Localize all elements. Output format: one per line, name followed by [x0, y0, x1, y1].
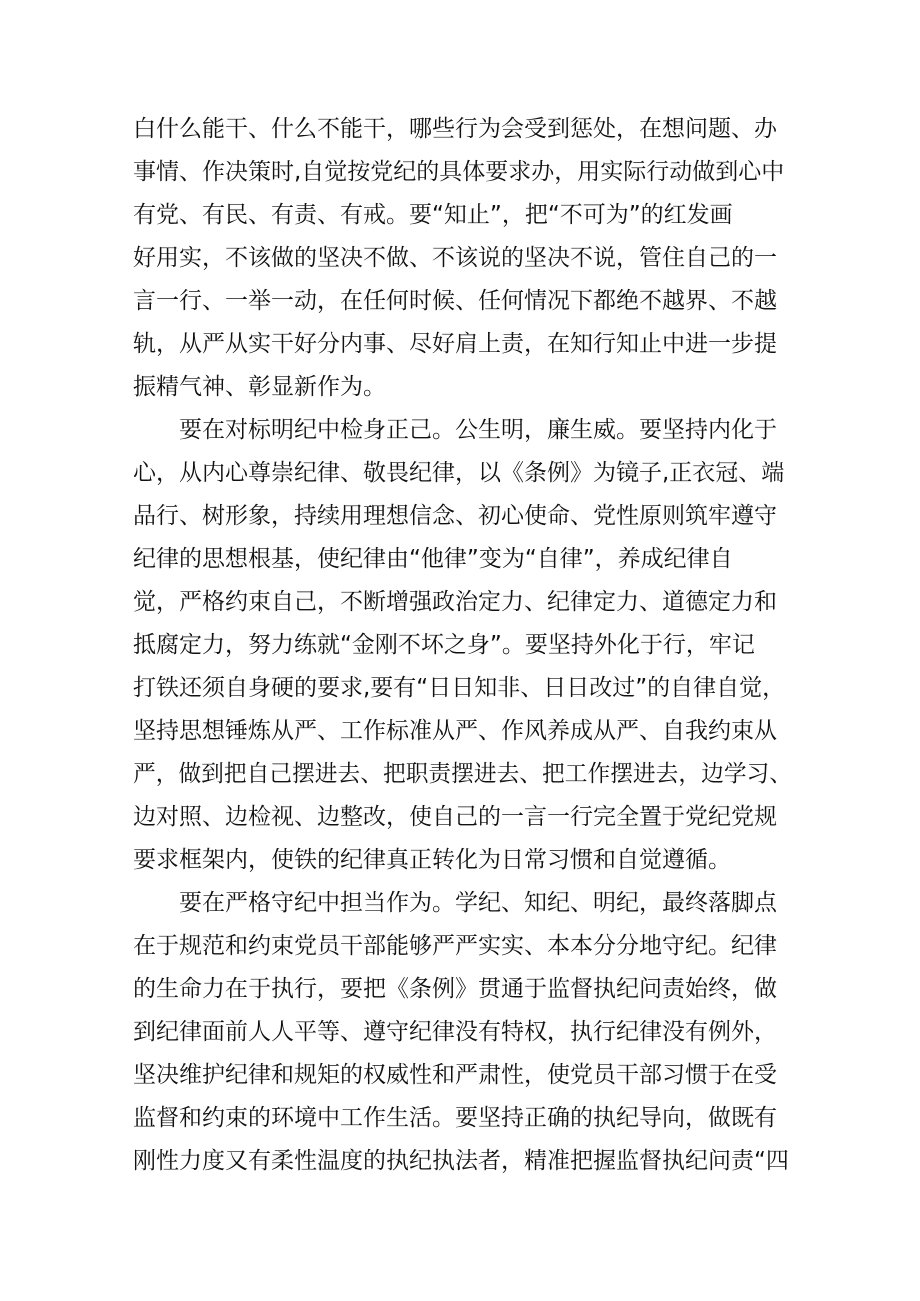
text-line: [0, 1098, 920, 1138]
line-text: 事情、作决策时,自觉按党纪的具体要求办，用实际行动做到心中: [133, 159, 785, 185]
text-line: [0, 324, 920, 364]
paragraph-start-text: 要在对标明纪中检身正己。公生明，廉生威。要坚持内化于: [179, 417, 777, 443]
line-text: 抵腐定力，努力练就“金刚不坏之身”。要坚持外化于行，牢记: [133, 632, 755, 658]
text-line: [0, 1012, 920, 1052]
line-text: 言一行、一举一动，在任何时候、任何情况下都绝不越界、不越: [133, 288, 777, 314]
line-text: 严，做到把自己摆进去、把职责摆进去、把工作摆进去，边学习、: [133, 761, 792, 787]
line-text: 好用实，不该做的坚决不做、不该说的坚决不说，管住自己的一: [133, 245, 777, 271]
text-line: [0, 840, 920, 880]
text-line: [0, 668, 920, 708]
text-line: [0, 367, 920, 407]
line-text: 振精气神、彰显新作为。: [133, 374, 386, 400]
line-text: 坚持思想锤炼从严、工作标准从严、作风养成从严、自我约束从: [133, 718, 777, 744]
line-text: 监督和约束的环境中工作生活。要坚持正确的执纪导向，做既有: [133, 1105, 777, 1131]
text-line: [0, 797, 920, 837]
text-line: [0, 496, 920, 536]
paragraph-start-text: 要在严格守纪中担当作为。学纪、知纪、明纪，最终落脚点: [179, 890, 777, 916]
line-text: 轨，从严从实干好分内事、尽好肩上责，在知行知止中进一步提: [133, 331, 777, 357]
text-line: [0, 453, 920, 493]
text-line: [0, 754, 920, 794]
line-text: 边对照、边检视、边整改，使自己的一言一行完全置于党纪党规: [133, 804, 777, 830]
line-text: 觉，严格约束自己，不断增强政治定力、纪律定力、道德定力和: [133, 589, 777, 615]
text-line: [0, 625, 920, 665]
line-text: 白什么能干、什么不能干，哪些行为会受到惩处，在想问题、办: [133, 116, 777, 142]
line-text: 要求框架内，使铁的纪律真正转化为日常习惯和自觉遵循。: [133, 847, 731, 873]
text-line: [0, 969, 920, 1009]
text-line: [0, 1055, 920, 1095]
text-line: [0, 539, 920, 579]
line-text: 刚性力度又有柔性温度的执纪执法者，精准把握监督执纪问责“四: [133, 1148, 789, 1174]
text-line: [0, 109, 920, 149]
text-line: [0, 926, 920, 966]
text-line: [0, 152, 920, 192]
line-text: 纪律的思想根基，使纪律由“他律”变为“自律”，养成纪律自: [133, 546, 733, 572]
text-line: [0, 195, 920, 235]
text-line: [0, 281, 920, 321]
line-text: 有党、有民、有责、有戒。要“知止”，把“不可为”的红发画: [133, 202, 733, 228]
text-line: [0, 582, 920, 622]
line-text: 品行、树形象，持续用理想信念、初心使命、党性原则筑牢遵守: [133, 503, 777, 529]
line-text: 在于规范和约束党员干部能够严严实实、本本分分地守纪。纪律: [133, 933, 777, 959]
text-line: [0, 238, 920, 278]
text-line: [0, 1141, 920, 1181]
line-text: 到纪律面前人人平等、遵守纪律没有特权，执行纪律没有例外，: [133, 1019, 777, 1045]
line-text: 打铁还须自身硬的要求,要有“日日知非、日日改过”的自律自觉，: [133, 675, 786, 701]
line-text: 坚决维护纪律和规矩的权威性和严肃性，使党员干部习惯于在受: [133, 1062, 777, 1088]
line-text: 的生命力在于执行，要把《条例》贯通于监督执纪问责始终，做: [133, 976, 777, 1002]
text-line: [0, 410, 920, 450]
text-line: [0, 711, 920, 751]
line-text: 心，从内心尊崇纪律、敬畏纪律，以《条例》为镜子,正衣冠、端: [133, 460, 785, 486]
text-line: [0, 883, 920, 923]
